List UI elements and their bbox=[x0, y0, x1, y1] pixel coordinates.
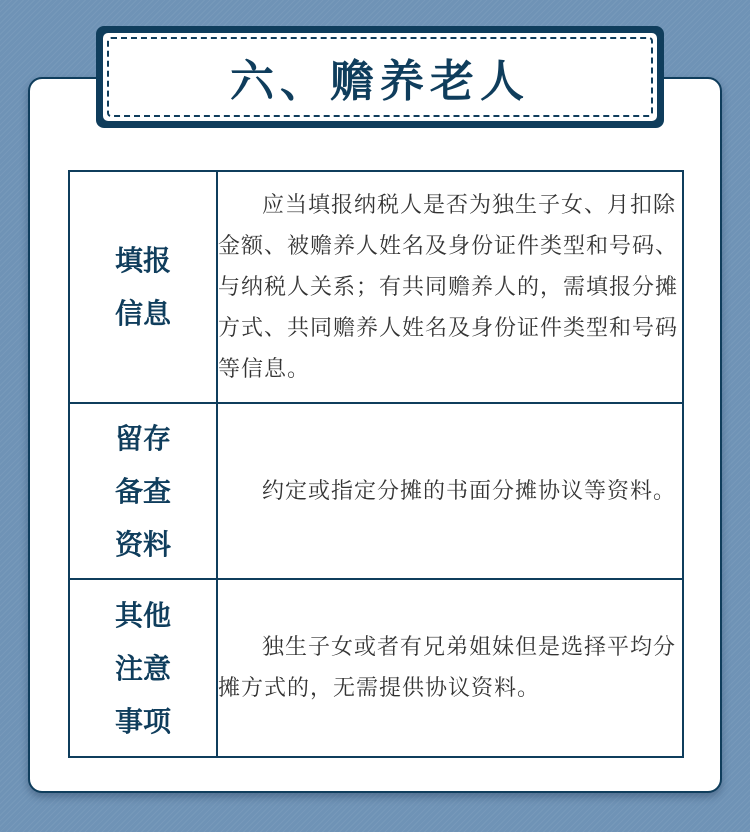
row-label bbox=[69, 403, 217, 579]
row-label bbox=[69, 579, 217, 757]
row-label-line: 留存 bbox=[114, 421, 171, 455]
row-label-line: 信息 bbox=[114, 297, 171, 330]
table-row bbox=[69, 579, 683, 757]
row-content: 应当填报纳税人是否为独生子女、月扣除金额、被赡养人姓名及身份证件类型和号码、与纳税人关系；有共同赡养人的，需填报分摊方式、共同赡养人姓名及身份证件类型和号码等信息。 bbox=[217, 171, 683, 403]
row-label-line: 备查 bbox=[114, 474, 171, 508]
title-banner-inner bbox=[103, 33, 657, 121]
row-label-line: 填报 bbox=[114, 244, 171, 277]
row-label-line: 注意 bbox=[114, 651, 171, 685]
row-label-line: 事项 bbox=[114, 704, 171, 738]
row-label-line: 其他 bbox=[114, 598, 171, 632]
table-row bbox=[69, 171, 683, 403]
row-content: 约定或指定分摊的书面分摊协议等资料。 bbox=[217, 403, 683, 579]
row-label-line: 资料 bbox=[114, 527, 171, 561]
row-label bbox=[69, 171, 217, 403]
row-content: 独生子女或者有兄弟姐妹但是选择平均分摊方式的，无需提供协议资料。 bbox=[217, 579, 683, 757]
page-title: 六、赡养老人 bbox=[230, 56, 530, 107]
title-banner bbox=[96, 26, 664, 128]
info-table bbox=[68, 170, 684, 758]
table-row bbox=[69, 403, 683, 579]
